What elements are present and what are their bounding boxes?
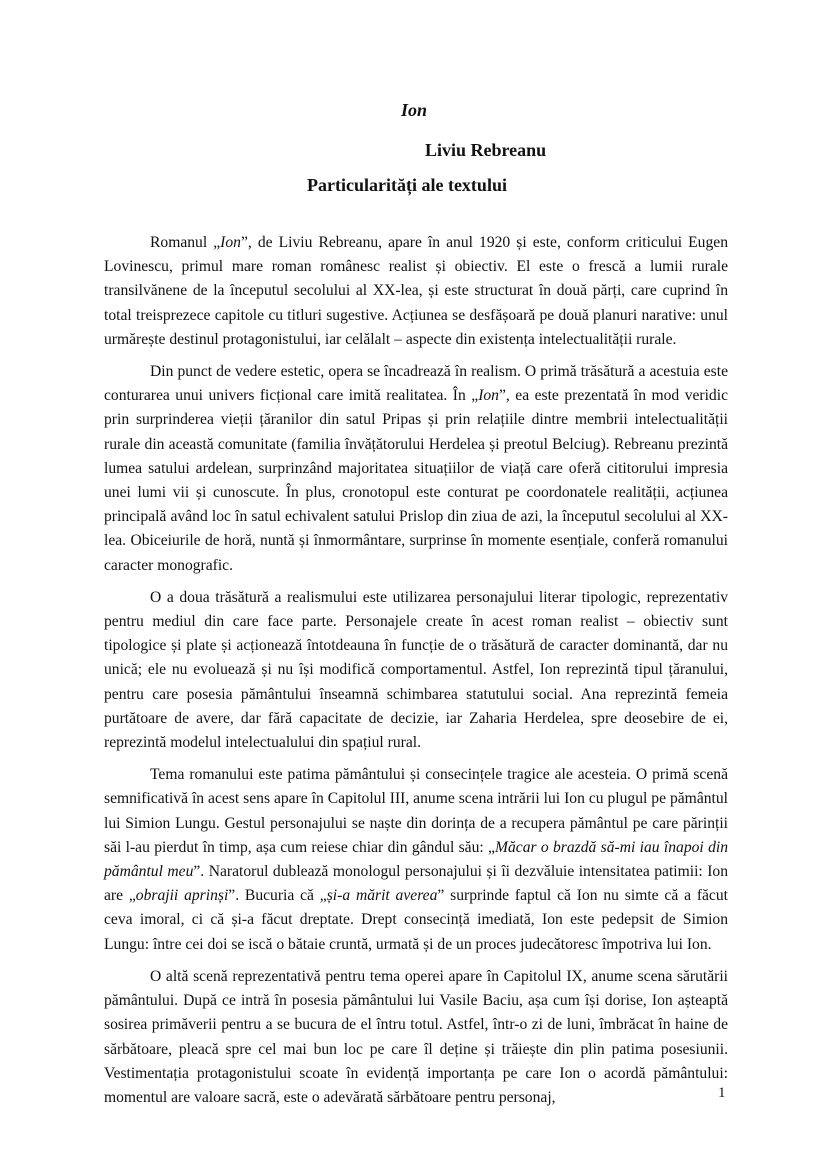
text-run: O a doua trăsătură a realismului este utilizarea personajului literar tipologic, reprezentativ pentru mediul din care face parte. Personajele create în acest roman realist – obiectiv sunt tipologice și plate și acționează întotdeauna în funcție de o trăsătură de caracter dominantă, dar nu unică; ele nu evoluează și nu își modifică comportamentul. Astfel, Ion reprezintă tipul țăranului, pentru care posesia pământului înseamnă schimbarea statutului social. Ana reprezintă femeia purtătoare de avere, dar fără capacitate de decizie, iar Zaharia Herdelea, spre deosebire de ei, reprezintă modelul intelectualului din spațiul rural. xyxy=(104,588,728,752)
text-run: Tema romanului este patima pământului și consecințele tragice ale acesteia. O primă scenă semnificativă în acest sens apare în Capitolul III, anume scena intrării lui Ion cu plugul pe pământul lui Simion Lungu. Gestul personajului se naște din dorința de a recupera pământul pe care părinții săi l-au pierdut în timp, așa cum reiese chiar din gândul său: „ xyxy=(104,766,728,856)
text-run: ”, de Liviu Rebreanu, apare în anul 1920 și este, conform criticului Eugen Lovinescu, primul mare roman românesc realist și obiectiv. El este o frescă a lumii rurale transilvănene de la începutul secolului al XX-lea, și este structurat în două părți, care cuprind în total treisprezece capitole cu titluri sugestive. Acțiunea se desfășoară pe două planuri narative: unul urmărește destinul protagonistului, iar celălalt – aspecte din existența intelectualității rurale. xyxy=(104,234,728,348)
italic-quote: Ion xyxy=(220,234,241,251)
text-run: Romanul „ xyxy=(150,234,221,251)
text-run: Din punct de vedere estetic, opera se încadrează în realism. O primă trăsătură a acestuia este conturarea unui univers ficțional care imită realitatea. În „ xyxy=(104,363,728,405)
body-paragraph xyxy=(104,586,728,755)
section-subtitle: Particularități ale textului xyxy=(307,175,507,195)
italic-quote: Ion xyxy=(478,387,499,405)
text-run: ”. Bucuria că „ xyxy=(228,887,327,905)
italic-quote: Măcar o brazdă să-mi iau înapoi din pământul meu xyxy=(104,838,728,881)
document-title: Ion xyxy=(400,100,427,120)
body-paragraph xyxy=(104,231,728,352)
body-paragraph xyxy=(104,763,728,957)
body-paragraph xyxy=(104,360,728,578)
text-run: ”. Naratorul dublează monologul personajului și îi dezvăluie intensitatea patimii: Ion are „ xyxy=(104,863,729,905)
text-run: O altă scenă reprezentativă pentru tema operei apare în Capitolul IX, anume scena sărutării pământului. După ce intră în posesia pământului lui Vasile Baciu, așa cum își dorise, Ion așteaptă sosirea primăverii pentru a se bucura de el întru totul. Astfel, într-o zi de luni, îmbrăcat în haine de sărbătoare, pleacă spre cel mai bun loc pe care îl deține și trăiește din plin patima posesiunii. Vestimentația protagonistului scoate în evidență importanța pe care Ion o acordă pământului: momentul are valoare sacră, este o adevărată sărbătoare pentru personaj, xyxy=(104,967,728,1106)
italic-quote: și-a mărit averea xyxy=(326,887,438,905)
body-paragraph xyxy=(104,965,728,1110)
page-number: 1 xyxy=(718,1085,726,1101)
document-body xyxy=(104,231,728,1118)
text-run: ” surprinde faptul că Ion nu simte că a făcut ceva imoral, ci că și-a făcut dreptate. Drept consecință imediată, Ion este pedepsit de Simion Lungu: între cei doi se iscă o bătaie cruntă, urmată și de un proces judecătoresc împotriva lui Ion. xyxy=(104,887,728,953)
italic-quote: obrajii aprinși xyxy=(135,887,229,905)
text-run: ”, ea este prezentată în mod veridic prin surprinderea vieții țăranilor din satul Pripas și prin relațiile dintre membrii intelectualității rurale din această comunitate (familia învățătorului Herdelea și preotul Belciug). Rebreanu prezintă lumea satului ardelean, surprinzând majoritatea situațiilor de viață care oferă cititorului impresia unei lumi vii și cunoscute. În plus, cronotopul este conturat pe coordonatele realității, acțiunea principală având loc în satul echivalent satului Prislop din ziua de azi, la începutul secolului al XX-lea. Obiceiurile de horă, nuntă și înmormântare, surprinse în momente esențiale, conferă romanului caracter monografic. xyxy=(104,387,728,574)
author-name: Liviu Rebreanu xyxy=(425,140,547,160)
